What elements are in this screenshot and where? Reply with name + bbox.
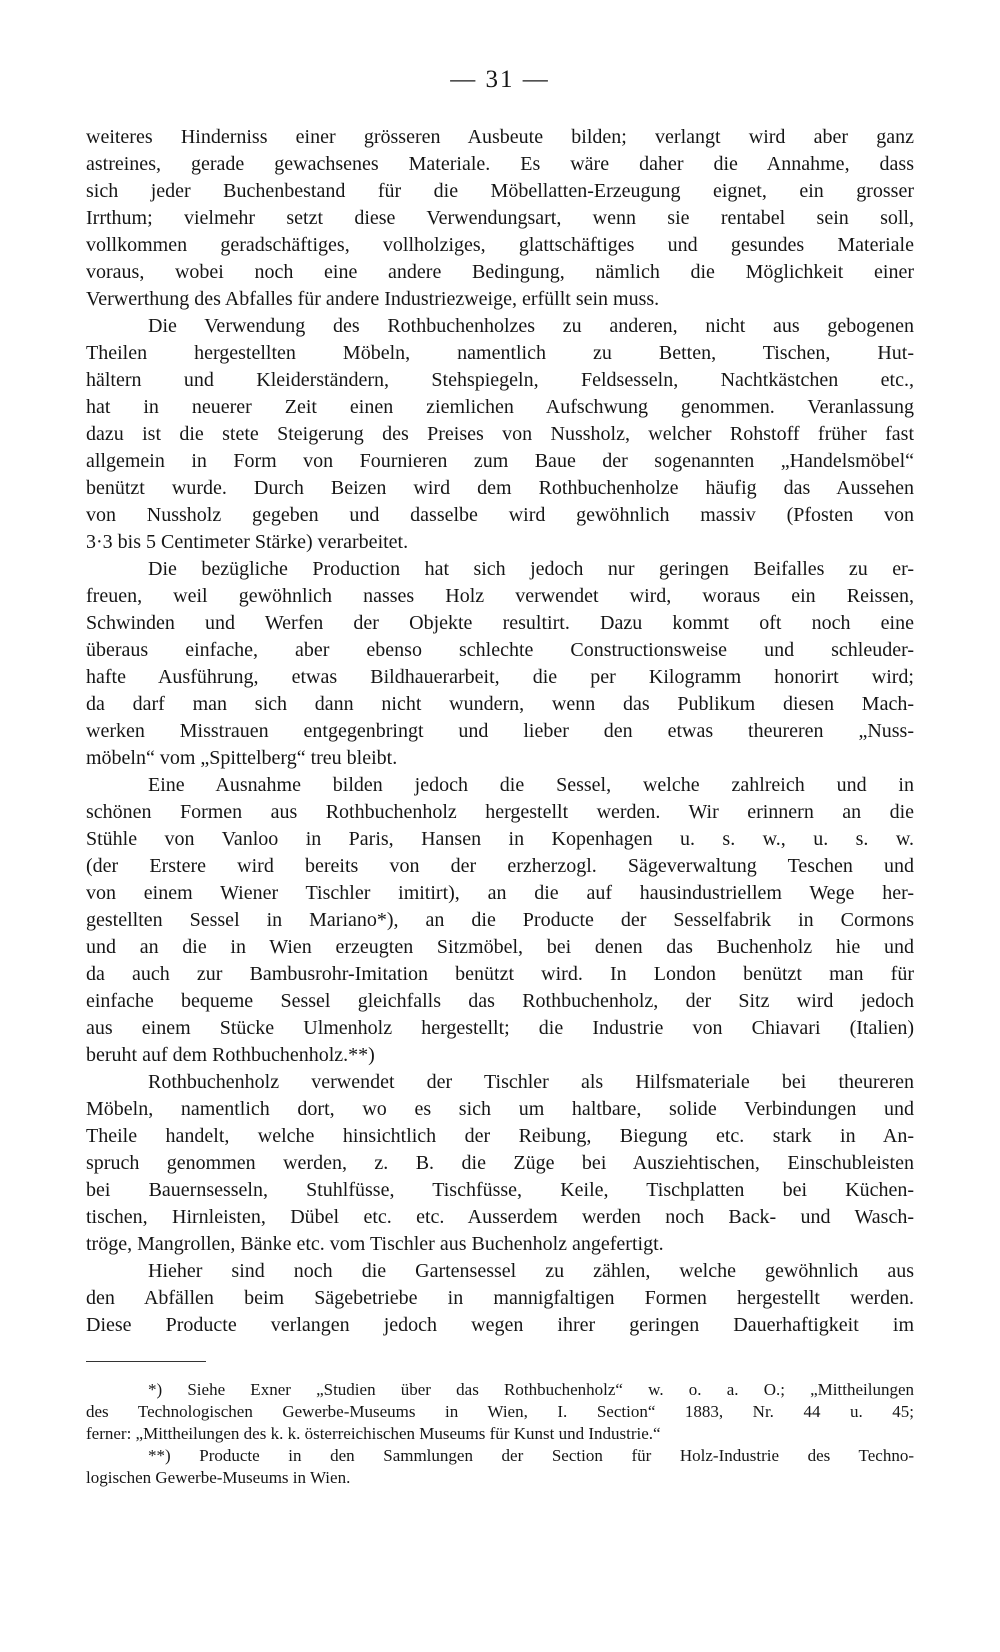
text-line: vollkommen geradschäftiges, vollholziges, glattschäftiges und gesundes Materiale [86,234,914,256]
text-line: allgemein in Form von Fournieren zum Baue der sogenannten „Handelsmöbel“ [86,450,914,472]
text-line: astreines, gerade gewachsenes Materiale. Es wäre daher die Annahme, dass [86,153,914,175]
footnote-line: **) Producte in den Sammlungen der Section für Holz-Industrie des Techno- [148,1446,914,1465]
text-line: Stühle von Vanloo in Paris, Hansen in Kopenhagen u. s. w., u. s. w. [86,828,914,850]
text-line: überaus einfache, aber ebenso schlechte Constructionsweise und schleuder- [86,639,914,661]
text-line: dazu ist die stete Steigerung des Preises von Nussholz, welcher Rohstoff früher fast [86,423,914,445]
paragraph [86,772,914,1069]
text-line: voraus, wobei noch eine andere Bedingung, nämlich die Möglichkeit einer [86,261,914,283]
footnote-line: *) Siehe Exner „Studien über das Rothbuchenholz“ w. o. a. O.; „Mittheilungen [148,1380,914,1399]
text-line: da auch zur Bambusrohr-Imitation benützt wird. In London benützt man für [86,963,914,985]
footnote-line: des Technologischen Gewerbe-Museums in Wien, I. Section“ 1883, Nr. 44 u. 45; [86,1402,914,1421]
text-line: weiteres Hinderniss einer grösseren Ausbeute bilden; verlangt wird aber ganz [86,126,914,148]
text-line: einfache bequeme Sessel gleichfalls das Rothbuchenholz, der Sitz wird jedoch [86,990,914,1012]
text-line: den Abfällen beim Sägebetriebe in mannigfaltigen Formen hergestellt werden. [86,1287,914,1309]
text-line: von einem Wiener Tischler imitirt), an die auf hausindustriellem Wege her- [86,882,914,904]
text-line: tischen, Hirnleisten, Dübel etc. etc. Ausserdem werden noch Back- und Wasch- [86,1206,914,1228]
page-number: — 31 — [450,66,550,93]
text-line: benützt wurde. Durch Beizen wird dem Rothbuchenholze häufig das Aussehen [86,477,914,499]
text-line: hafte Ausführung, etwas Bildhauerarbeit, die per Kilogramm honorirt wird; [86,666,914,688]
text-line: werken Misstrauen entgegenbringt und lieber den etwas theureren „Nuss- [86,720,914,742]
text-line: Verwerthung des Abfalles für andere Industriezweige, erfüllt sein muss. [86,288,660,310]
footnote-divider [86,1361,206,1362]
text-line: Hieher sind noch die Gartensessel zu zählen, welche gewöhnlich aus [148,1260,914,1282]
body-text [86,124,914,1339]
text-line: hat in neuerer Zeit einen ziemlichen Aufschwung genommen. Veranlassung [86,396,914,418]
text-line: Möbeln, namentlich dort, wo es sich um haltbare, solide Verbindungen und [86,1098,914,1120]
text-line: Irrthum; vielmehr setzt diese Verwendungsart, wenn sie rentabel sein soll, [86,207,914,229]
paragraph [86,556,914,772]
text-line: bei Bauernsesseln, Stuhlfüsse, Tischfüsse, Keile, Tischplatten bei Küchen- [86,1179,914,1201]
text-line: aus einem Stücke Ulmenholz hergestellt; die Industrie von Chiavari (Italien) [86,1017,914,1039]
text-line: gestellten Sessel in Mariano*), an die Producte der Sesselfabrik in Cormons [86,909,914,931]
text-line: tröge, Mangrollen, Bänke etc. vom Tischler aus Buchenholz angefertigt. [86,1233,664,1255]
text-line: hältern und Kleiderständern, Stehspiegeln, Feldsesseln, Nachtkästchen etc., [86,369,914,391]
footnote [86,1445,914,1489]
footnote [86,1379,914,1445]
text-line: Schwinden und Werfen der Objekte resultirt. Dazu kommt oft noch eine [86,612,914,634]
text-line: Eine Ausnahme bilden jedoch die Sessel, welche zahlreich und in [148,774,914,796]
text-line: von Nussholz gegeben und dasselbe wird gewöhnlich massiv (Pfosten von [86,504,914,526]
text-line: Die Verwendung des Rothbuchenholzes zu anderen, nicht aus gebogenen [148,315,914,337]
text-line: da darf man sich dann nicht wundern, wenn das Publikum diesen Mach- [86,693,914,715]
text-line: Theile handelt, welche hinsichtlich der Reibung, Biegung etc. stark in An- [86,1125,914,1147]
paragraph [86,1069,914,1258]
text-line: schönen Formen aus Rothbuchenholz hergestellt werden. Wir erinnern an die [86,801,914,823]
text-line: sich jeder Buchenbestand für die Möbellatten-Erzeugung eignet, ein grosser [86,180,914,202]
footnotes [86,1379,914,1489]
text-line: beruht auf dem Rothbuchenholz.**) [86,1044,375,1066]
text-line: freuen, weil gewöhnlich nasses Holz verwendet wird, woraus ein Reissen, [86,585,914,607]
text-line: Rothbuchenholz verwendet der Tischler als Hilfsmateriale bei theureren [148,1071,914,1093]
text-line: Diese Producte verlangen jedoch wegen ihrer geringen Dauerhaftigkeit im [86,1314,914,1336]
footnote-line: logischen Gewerbe-Museums in Wien. [86,1468,351,1487]
paragraph [86,1258,914,1339]
footnote-line: ferner: „Mittheilungen des k. k. österreichischen Museums für Kunst und Industrie.“ [86,1424,661,1443]
text-line: möbeln“ vom „Spittelberg“ treu bleibt. [86,747,398,769]
text-line: Die bezügliche Production hat sich jedoch nur geringen Beifalles zu er- [148,558,914,580]
paragraph [86,124,914,313]
text-line: 3·3 bis 5 Centimeter Stärke) verarbeitet. [86,531,409,553]
paragraph [86,313,914,556]
text-line: und an die in Wien erzeugten Sitzmöbel, bei denen das Buchenholz hie und [86,936,914,958]
text-line: spruch genommen werden, z. B. die Züge bei Ausziehtischen, Einschubleisten [86,1152,914,1174]
text-line: (der Erstere wird bereits von der erzherzogl. Sägeverwaltung Teschen und [86,855,914,877]
text-line: Theilen hergestellten Möbeln, namentlich zu Betten, Tischen, Hut- [86,342,914,364]
